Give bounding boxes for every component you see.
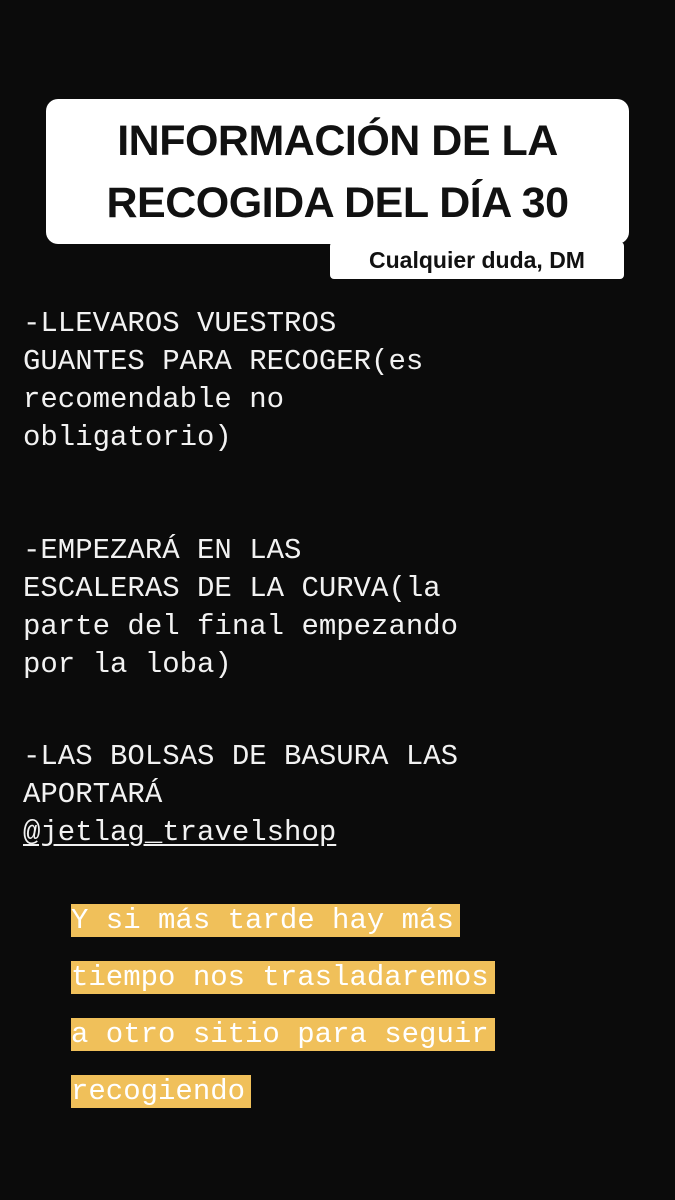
title-line-1: INFORMACIÓN DE LA bbox=[117, 116, 558, 165]
highlight-line-3 bbox=[71, 1020, 495, 1049]
paragraph-trash-bags-text: -LAS BOLSAS DE BASURA LAS APORTARÁ bbox=[23, 740, 459, 811]
highlight-text-2: tiempo nos trasladaremos bbox=[71, 961, 495, 994]
highlight-line-2 bbox=[71, 963, 495, 992]
title-box bbox=[46, 99, 629, 244]
highlight-text-4: recogiendo bbox=[71, 1075, 251, 1108]
highlight-text-3: a otro sitio para seguir bbox=[71, 1018, 495, 1051]
paragraph-gloves: -LLEVAROS VUESTROS GUANTES PARA RECOGER(es recomendable no obligatorio) bbox=[23, 307, 424, 454]
highlight-block bbox=[71, 906, 495, 1134]
paragraph-start-location: -EMPEZARÁ EN LAS ESCALERAS DE LA CURVA(la parte del final empezando por la loba) bbox=[23, 534, 459, 681]
highlight-text-1: Y si más tarde hay más bbox=[71, 904, 460, 937]
subtitle-text: Cualquier duda, DM bbox=[369, 247, 585, 273]
paragraph-trash-bags bbox=[23, 738, 458, 852]
subtitle-box bbox=[330, 242, 624, 279]
mention-link[interactable]: @jetlag_travelshop bbox=[23, 816, 337, 849]
title-line-2: RECOGIDA DEL DÍA 30 bbox=[106, 178, 569, 227]
highlight-line-4 bbox=[71, 1077, 495, 1106]
highlight-line-1 bbox=[71, 906, 495, 935]
